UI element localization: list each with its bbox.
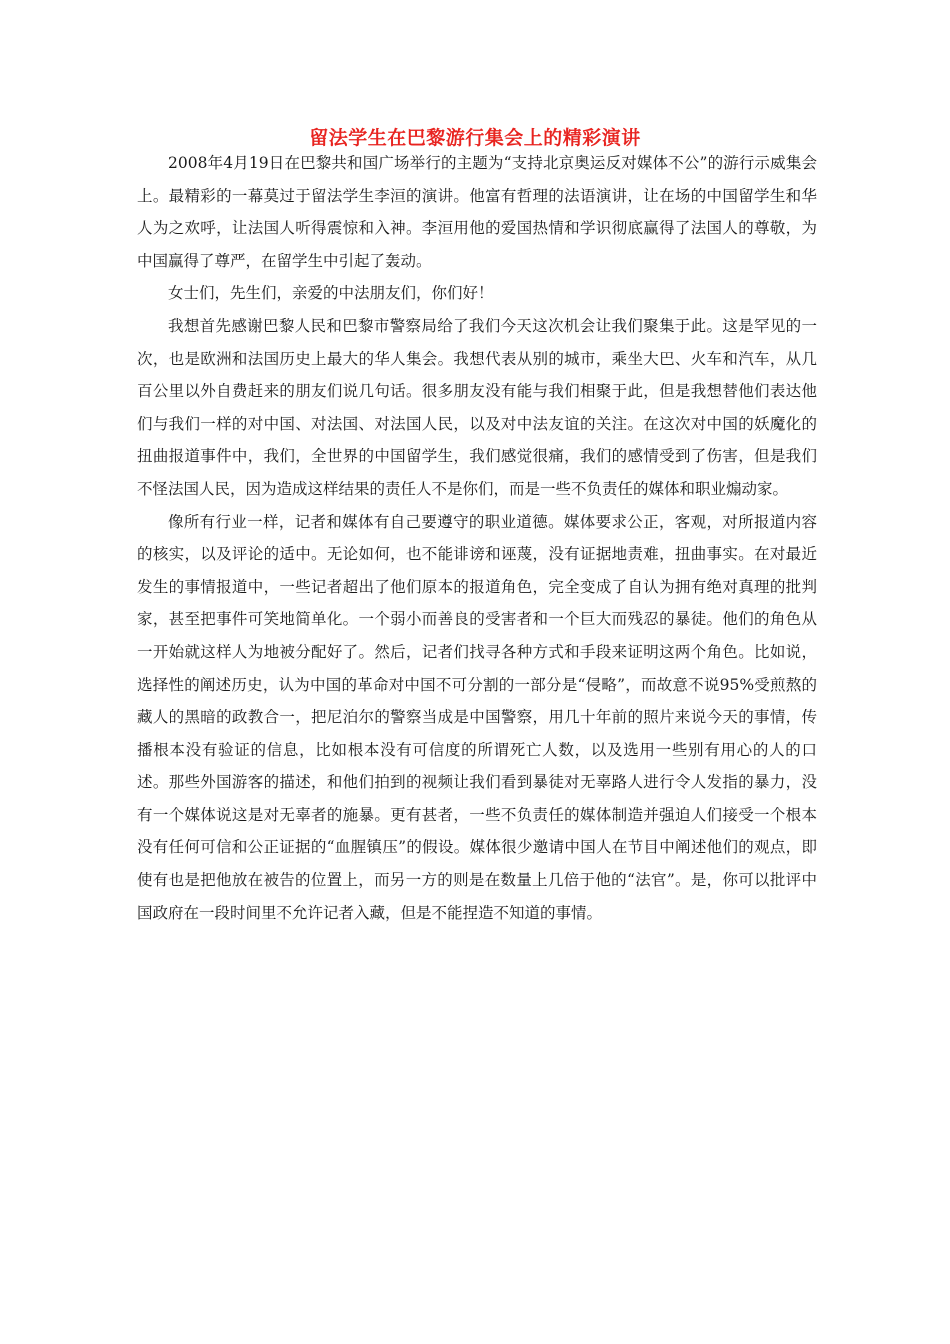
speech-paragraph-2: 像所有行业一样，记者和媒体有自己要遵守的职业道德。媒体要求公正，客观，对所报道内容的核实，以及评论的适中。无论如何，也不能诽谤和诬蔑，没有证据地责难，扭曲事实。在对最近发生的事情报道中，一些记者超出了他们原本的报道角色，完全变成了自认为拥有绝对真理的批判家，甚至把事件可笑地简单化。一个弱小而善良的受害者和一个巨大而残忍的暴徒。他们的角色从一开始就这样人为地被分配好了。然后，记者们找寻各种方式和手段来证明这两个角色。比如说，选择性的阐述历史，认为中国的革命对中国不可分割的一部分是“侵略”，而故意不说95%受煎熬的藏人的黑暗的政教合一，把尼泊尔的警察当成是中国警察，用几十年前的照片来说今天的事情，传播根本没有验证的信息，比如根本没有可信度的所谓死亡人数，以及选用一些别有用心的人的口述。那些外国游客的描述，和他们拍到的视频让我们看到暴徒对无辜路人进行令人发指的暴力，没有一个媒体说这是对无辜者的施暴。更有甚者，一些不负责任的媒体制造并强迫人们接受一个根本没有任何可信和公正证据的“血腥镇压”的假设。媒体很少邀请中国人在节目中阐述他们的观点，即使有也是把他放在被告的位置上，而另一方的则是在数量上几倍于他的“法官”。是，你可以批评中国政府在一段时间里不允许记者入藏，但是不能捏造不知道的事情。 — [137, 512, 817, 922]
greeting-paragraph: 女士们，先生们，亲爱的中法朋友们，你们好！ — [168, 284, 494, 303]
document-title: 留法学生在巴黎游行集会上的精彩演讲 — [309, 127, 641, 149]
intro-paragraph: 2008年4月19日在巴黎共和国广场举行的主题为“支持北京奥运反对媒体不公”的游行示威集会上。最精彩的一幕莫过于留法学生李洹的演讲。他富有哲理的法语演讲，让在场的中国留学生和华人为之欢呼，让法国人听得震惊和入神。李洹用他的爱国热情和学识彻底赢得了法国人的尊敬，为中国赢得了尊严，在留学生中引起了轰动。 — [137, 154, 817, 270]
document-body — [137, 147, 817, 929]
speech-paragraph-1: 我想首先感谢巴黎人民和巴黎市警察局给了我们今天这次机会让我们聚集于此。这是罕见的一次，也是欧洲和法国历史上最大的华人集会。我想代表从别的城市，乘坐大巴、火车和汽车，从几百公里以外自费赶来的朋友们说几句话。很多朋友没有能与我们相聚于此，但是我想替他们表达他们与我们一样的对中国、对法国、对法国人民，以及对中法友谊的关注。在这次对中国的妖魔化的扭曲报道事件中，我们，全世界的中国留学生，我们感觉很痛，我们的感情受到了伤害，但是我们不怪法国人民，因为造成这样结果的责任人不是你们，而是一些不负责任的媒体和职业煽动家。 — [137, 316, 817, 498]
